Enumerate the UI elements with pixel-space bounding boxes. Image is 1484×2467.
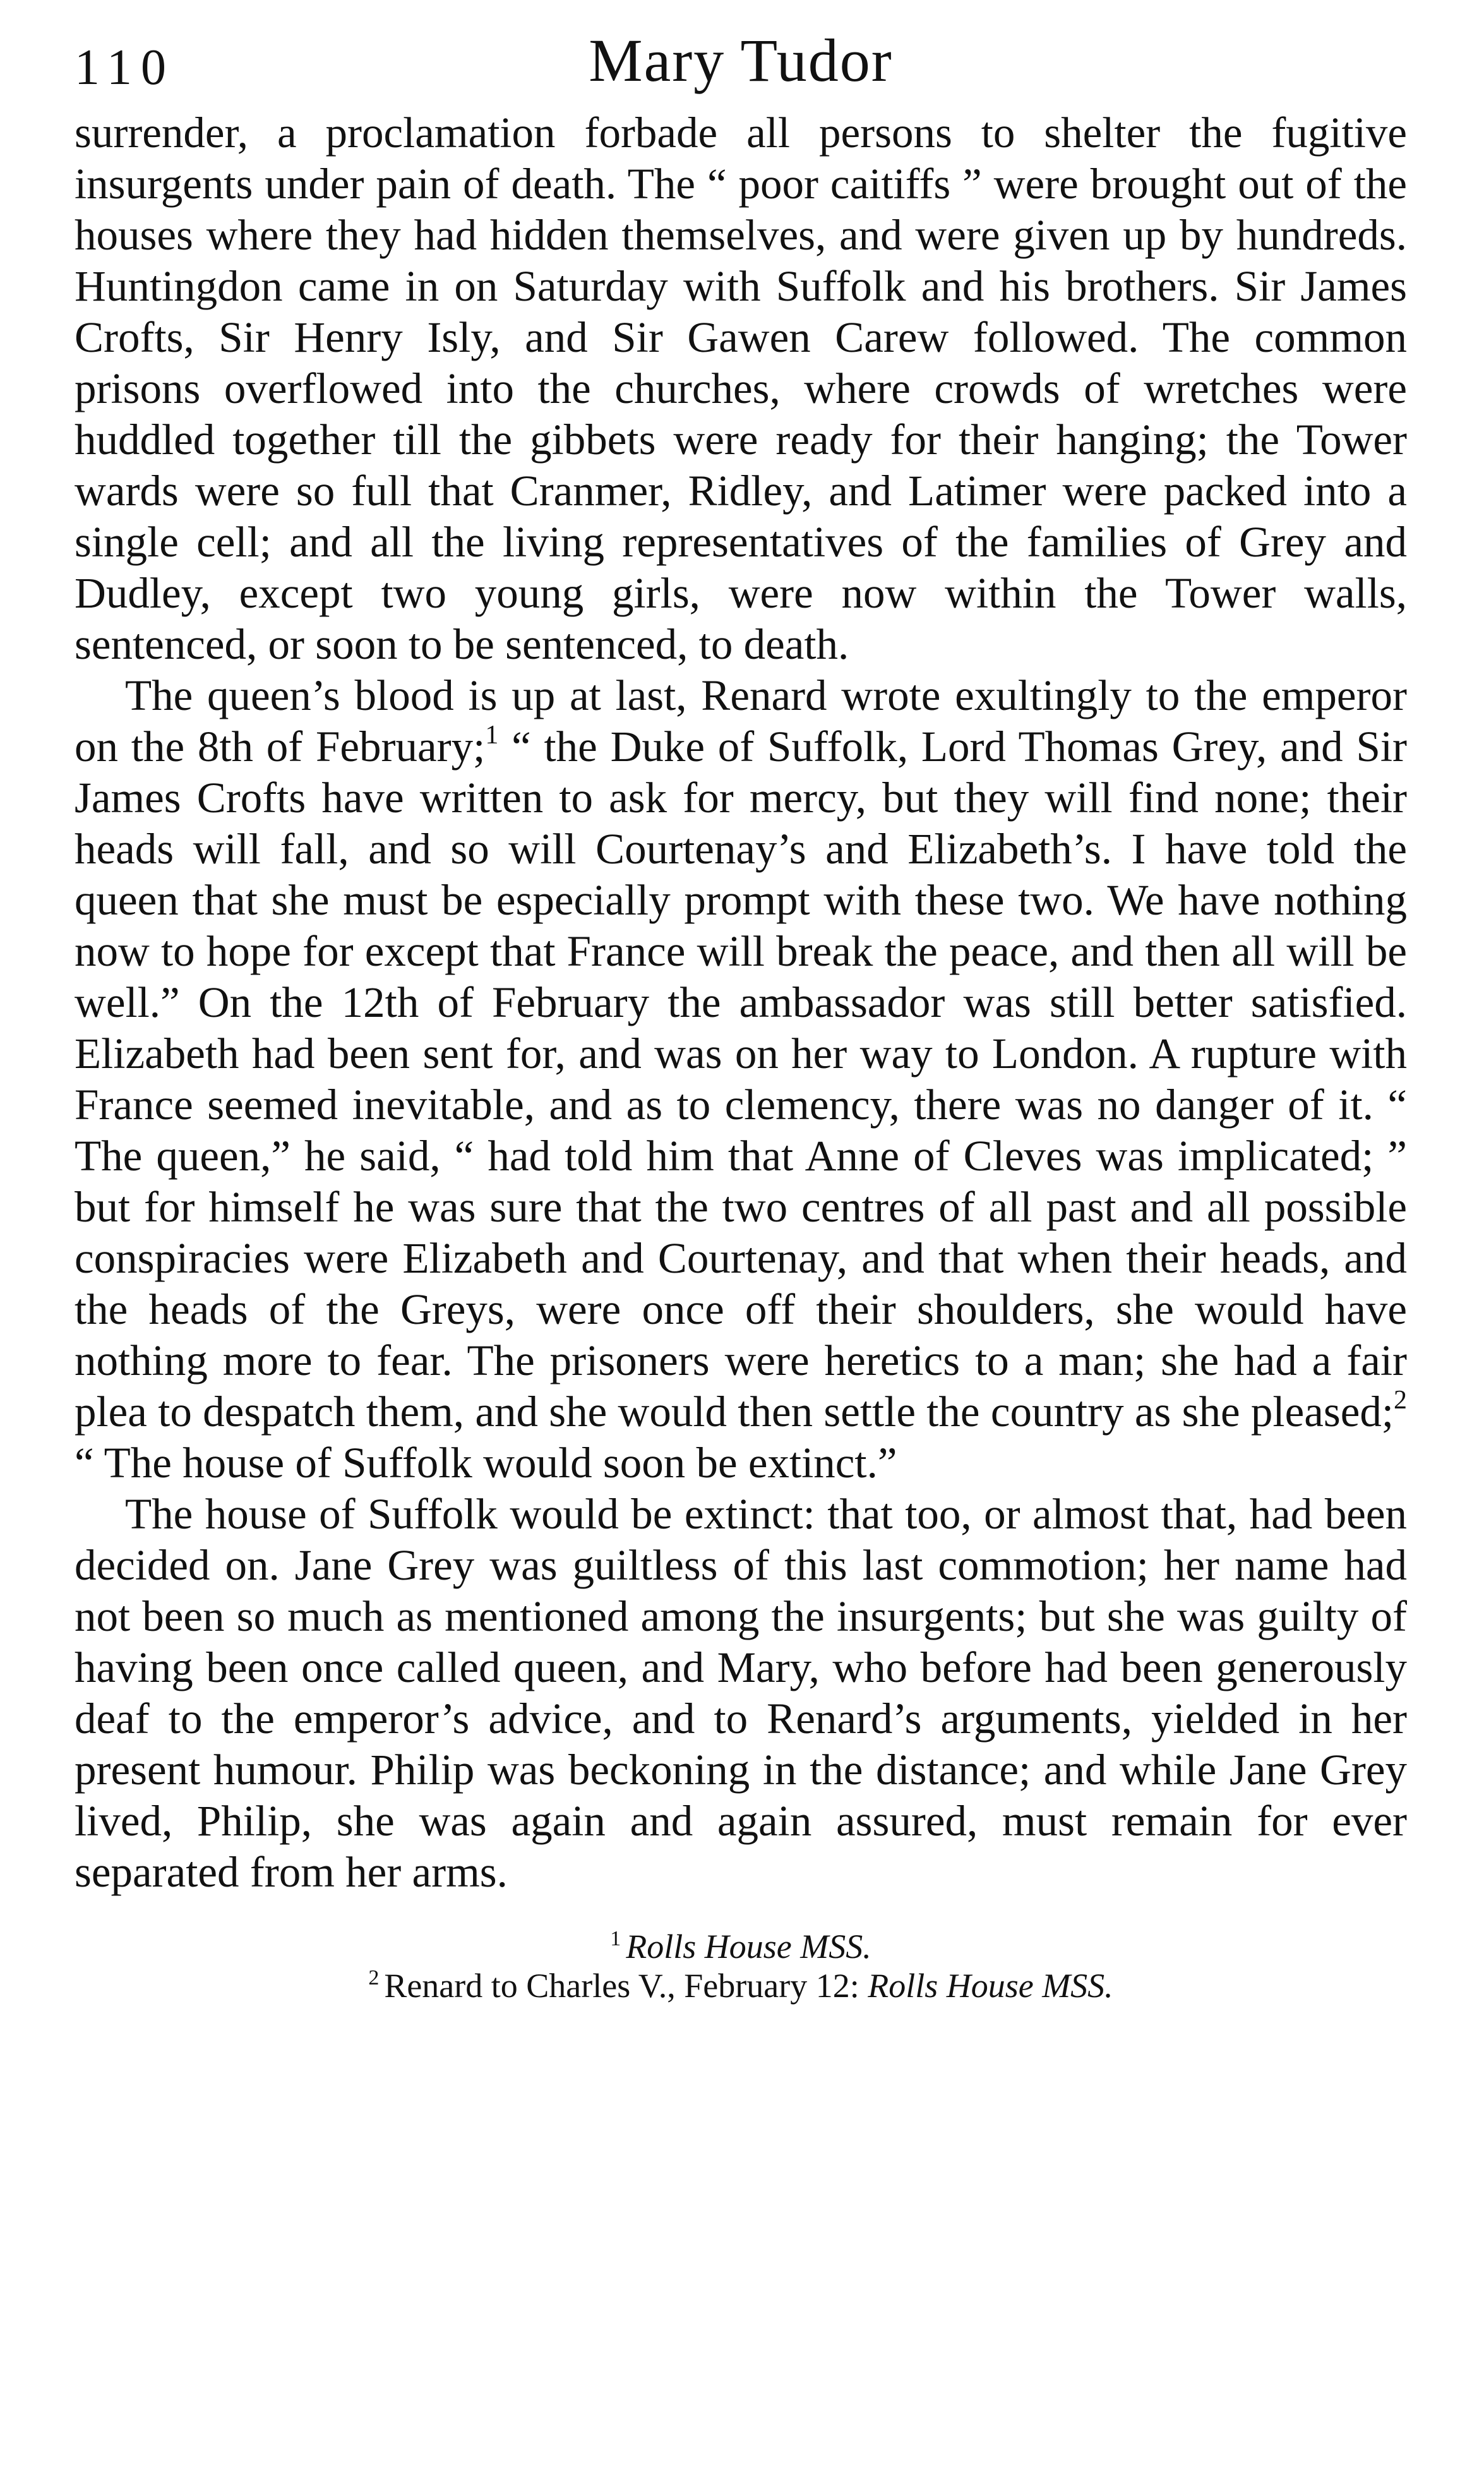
paragraph-text: surrender, a proclamation forbade all persons to shelter the fugitive insurgents under pain of death. The “ poor caitiffs ” were brought out of the houses where they had hidden themselves, and were given up by hundreds. Huntingdon came in on Saturday with Suffolk and his brothers. Sir James Crofts, Sir Henry Isly, and Sir Gawen Carew followed. The common prisons overflowed into the churches, where crowds of wretches were huddled together till the gibbets were ready for their hanging; the Tower wards were so full that Cranmer, Ridley, and Latimer were packed into a single cell; and all the living representatives of the families of Grey and Dudley, except two young girls, were now within the Tower walls, sentenced, or soon to be sentenced, to death.	[75, 109, 1407, 668]
paragraph-text: The house of Suffolk would be extinct: that too, or almost that, had been decided on. Jane Grey was guiltless of this last commotion; her name had not been so much as mentioned among the insurgents; but she was guilty of having been once called queen, and Mary, who before had been generously deaf to the emperor’s advice, and to Renard’s arguments, yielded in her present humour. Philip was beckoning in the distance; and while Jane Grey lived, Philip, she was again and again assured, must remain for ever separated from her arms.	[75, 1490, 1407, 1896]
running-header	[75, 25, 1407, 107]
footnote-1	[75, 1927, 1407, 1966]
paragraph-text: “ the Duke of Suffolk, Lord Thomas Grey, and Sir James Crofts have written to ask for mercy, but they will find none; their heads will fall, and so will Courtenay’s and Elizabeth’s. I have told the queen that she must be especially prompt with these two. We have nothing now to hope for except that France will break the peace, and then all will be well.” On the 12th of February the ambassador was still better satisfied. Elizabeth had been sent for, and was on her way to London. A rupture with France seemed inevitable, and as to clemency, there was no danger of it. “ The queen,” he said, “ had told him that Anne of Cleves was implicated; ” but for himself he was sure that the two centres of all past and all possible conspiracies were Elizabeth and Courtenay, and that when their heads, and the heads of the Greys, were once off their shoulders, she would have nothing more to fear. The prisoners were heretics to a man; she had a fair plea to despatch them, and she would then settle the country as she pleased;	[75, 723, 1407, 1436]
page-number: 110	[75, 40, 176, 95]
paragraph-2	[75, 670, 1407, 1489]
body-text	[75, 107, 1407, 1898]
footnote-text: Renard to Charles V., February 12:	[384, 1967, 868, 2005]
paragraph-1	[75, 107, 1407, 670]
book-page	[75, 25, 1407, 2005]
footnote-ref-2: 2	[1394, 1386, 1407, 1415]
footnotes	[75, 1927, 1407, 2005]
footnote-source: Rolls House MSS.	[868, 1967, 1113, 2005]
footnote-mark: 1	[610, 1927, 621, 1950]
running-title: Mary Tudor	[589, 27, 893, 94]
footnote-ref-1: 1	[485, 721, 499, 750]
footnote-2	[75, 1966, 1407, 2005]
paragraph-text: The queen’s blood is up at last, Renard wrote exultingly to the emperor on the 8th of February;	[75, 671, 1407, 771]
paragraph-text: “ The house of Suffolk would soon be extinct.”	[75, 1439, 897, 1487]
paragraph-3	[75, 1489, 1407, 1898]
footnote-mark: 2	[368, 1966, 380, 1990]
footnote-source: Rolls House MSS.	[626, 1928, 871, 1966]
